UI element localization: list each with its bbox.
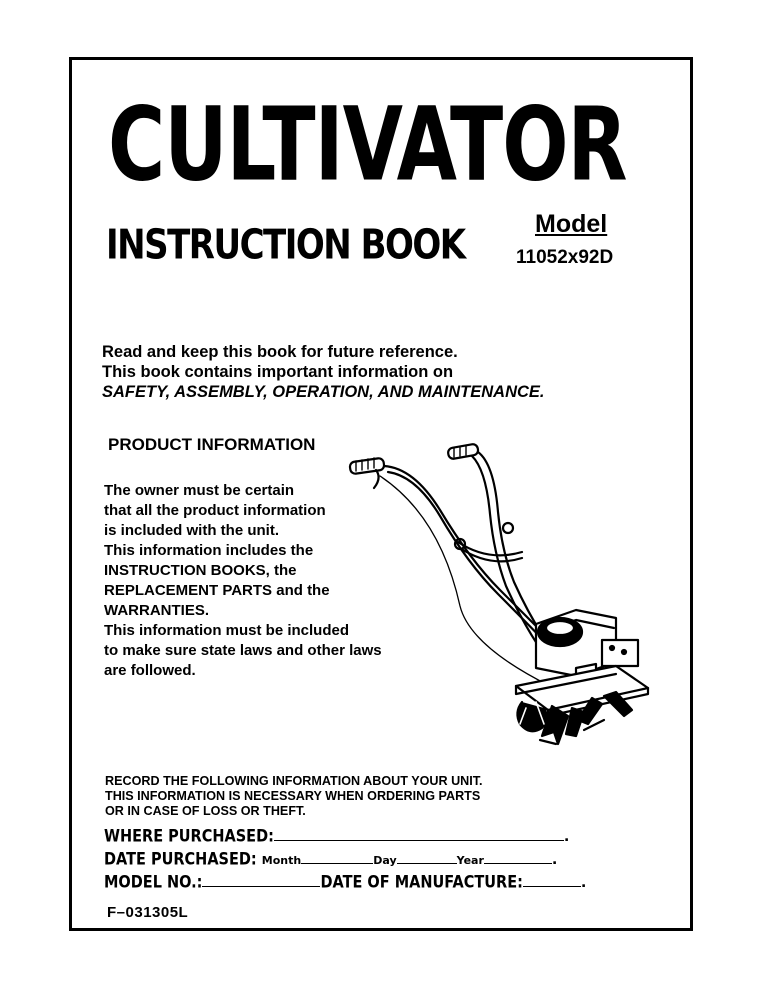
month-label: Month [261, 854, 302, 867]
period: . [580, 875, 587, 891]
where-purchased-row [104, 828, 569, 845]
product-info-line: is included with the unit. [104, 522, 279, 539]
product-info-line: that all the product information [104, 502, 326, 519]
year-field[interactable] [484, 851, 552, 864]
product-info-line: This information must be included [104, 622, 350, 639]
intro-line: Read and keep this book for future reference. [102, 343, 458, 361]
year-label: Year [456, 854, 484, 867]
product-info-line: This information includes the [104, 542, 314, 559]
model-no-label: MODEL NO.: [104, 873, 203, 893]
model-label: Model [535, 210, 608, 238]
product-info-line: REPLACEMENT PARTS and the [104, 582, 330, 599]
record-instructions [105, 774, 483, 819]
day-label: Day [373, 854, 397, 867]
model-number: 11052x92D [516, 247, 614, 268]
product-info-line: are followed. [104, 662, 196, 679]
month-field[interactable] [301, 851, 373, 864]
product-information-heading: PRODUCT INFORMATION [108, 435, 316, 454]
product-info-line: to make sure state laws and other laws [104, 642, 382, 659]
intro-line: SAFETY, ASSEMBLY, OPERATION, AND MAINTENANCE. [102, 383, 545, 401]
intro-text [102, 342, 545, 402]
product-info-line: INSTRUCTION BOOKS, the [104, 562, 297, 579]
form-number: F–031305L [107, 904, 189, 921]
cultivator-icon [340, 440, 660, 760]
period: . [563, 829, 570, 845]
day-field[interactable] [397, 851, 457, 864]
product-info-line: The owner must be certain [104, 482, 295, 499]
date-purchased-label: DATE PURCHASED: [104, 850, 257, 870]
record-line: RECORD THE FOLLOWING INFORMATION ABOUT YOUR UNIT. [105, 774, 483, 788]
document-subtitle: INSTRUCTION BOOK [106, 221, 465, 270]
model-no-row [104, 874, 586, 891]
document-title: CULTIVATOR [108, 87, 627, 205]
period: . [551, 852, 558, 868]
record-line: OR IN CASE OF LOSS OR THEFT. [105, 804, 306, 818]
where-purchased-label: WHERE PURCHASED: [104, 827, 274, 847]
record-line: THIS INFORMATION IS NECESSARY WHEN ORDERING PARTS [105, 789, 481, 803]
date-of-manufacture-field[interactable] [523, 874, 581, 887]
product-info-line: WARRANTIES. [104, 602, 209, 619]
date-of-manufacture-label: DATE OF MANUFACTURE: [320, 873, 523, 893]
intro-line: This book contains important information on [102, 363, 454, 381]
where-purchased-field[interactable] [274, 828, 564, 841]
model-no-field[interactable] [202, 874, 320, 887]
date-purchased-row [104, 851, 557, 868]
